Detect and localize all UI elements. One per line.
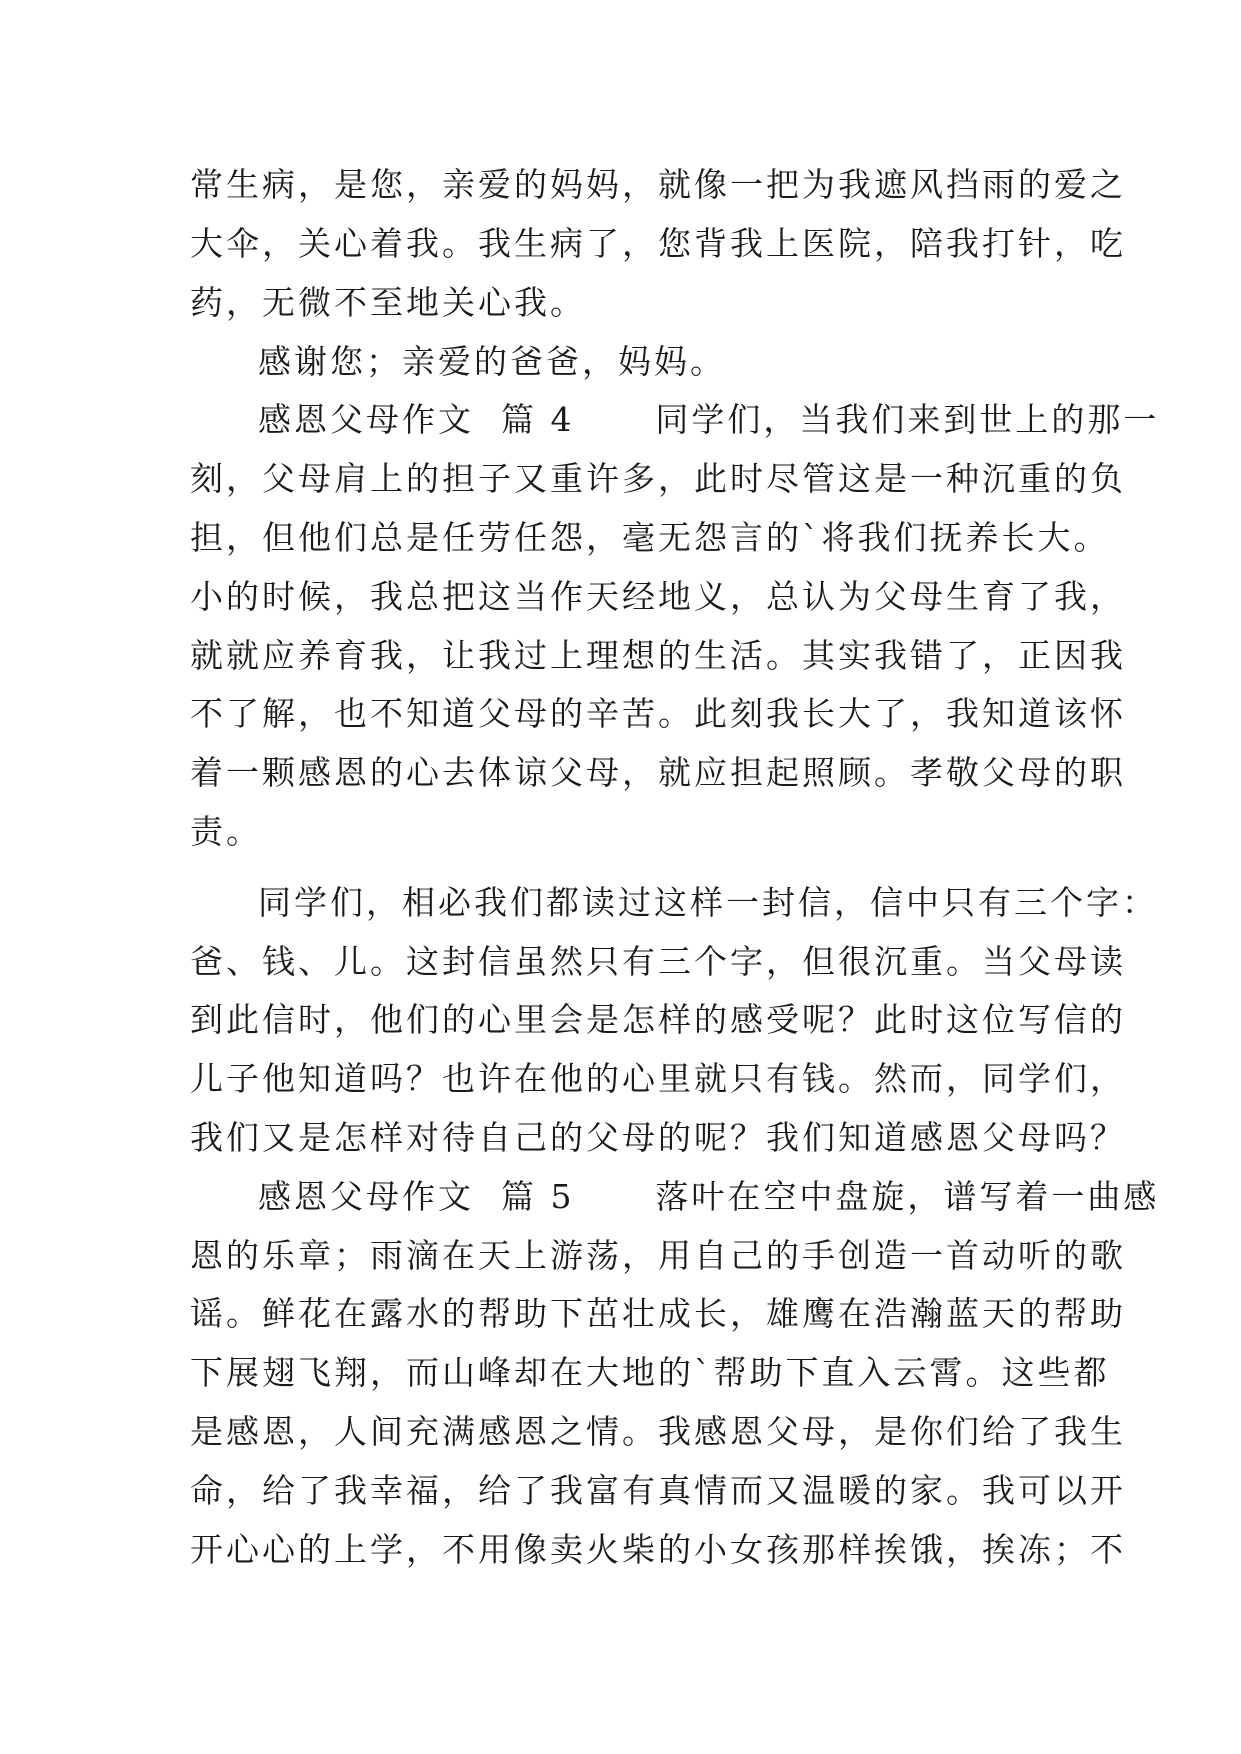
text-line: 小的时候，我总把这当作天经地义，总认为父母生育了我， (190, 577, 1126, 616)
text-line: 感谢您；亲爱的爸爸，妈妈。 (258, 342, 726, 381)
text-line: 我们又是怎样对待自己的父母的呢？我们知道感恩父母吗？ (190, 1118, 1126, 1157)
text-line: 命，给了我幸福，给了我富有真情而又温暖的家。我可以开 (190, 1471, 1126, 1510)
text-line: 儿子他知道吗？也许在他的心里就只有钱。然而，同学们， (190, 1059, 1126, 1098)
text-line: 大伞，关心着我。我生病了，您背我上医院，陪我打针，吃 (190, 224, 1126, 263)
text-line: 开心心的上学，不用像卖火柴的小女孩那样挨饿，挨冻；不 (190, 1530, 1126, 1569)
text-line: 常生病，是您，亲爱的妈妈，就像一把为我遮风挡雨的爱之 (190, 165, 1126, 204)
text-line: 谣。鲜花在露水的帮助下茁壮成长，雄鹰在浩瀚蓝天的帮助 (190, 1294, 1126, 1333)
text-line: 药，无微不至地关心我。 (190, 283, 586, 322)
text-line: 不了解，也不知道父母的辛苦。此刻我长大了，我知道该怀 (190, 694, 1126, 733)
text-line: 着一颗感恩的心去体谅父母，就应担起照顾。孝敬父母的职 (190, 753, 1126, 792)
text-line: 感恩父母作文 篇 4 同学们，当我们来到世上的那一 (258, 400, 1160, 439)
text-line: 是感恩，人间充满感恩之情。我感恩父母，是你们给了我生 (190, 1412, 1126, 1451)
text-line: 就就应养育我，让我过上理想的生活。其实我错了，正因我 (190, 636, 1126, 675)
text-line: 刻，父母肩上的担子又重许多，此时尽管这是一种沉重的负 (190, 459, 1126, 498)
text-line: 爸、钱、儿。这封信虽然只有三个字，但很沉重。当父母读 (190, 942, 1126, 981)
text-line: 恩的乐章；雨滴在天上游荡，用自己的手创造一首动听的歌 (190, 1236, 1126, 1275)
text-line: 下展翅飞翔，而山峰却在大地的`帮助下直入云霄。这些都 (190, 1353, 1110, 1392)
text-line: 担，但他们总是任劳任怨，毫无怨言的`将我们抚养长大。 (190, 518, 1110, 557)
text-line: 同学们，相必我们都读过这样一封信，信中只有三个字： (258, 883, 1158, 922)
text-line: 到此信时，他们的心里会是怎样的感受呢？此时这位写信的 (190, 1000, 1126, 1039)
text-line: 责。 (190, 812, 262, 851)
text-line: 感恩父母作文 篇 5 落叶在空中盘旋，谱写着一曲感 (258, 1177, 1160, 1216)
